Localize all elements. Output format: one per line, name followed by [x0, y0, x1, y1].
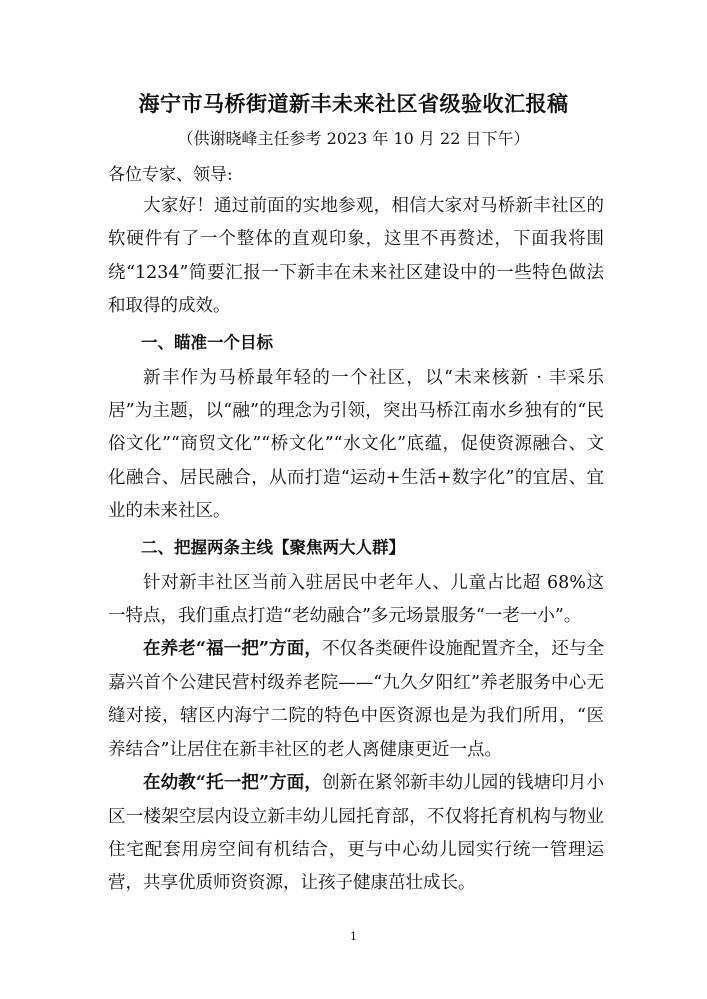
section-1-paragraph: 新丰作为马桥最年轻的一个社区，以“未来核新 · 丰采乐居”为主题，以“融”的理念为引领，突出马桥江南水乡独有的“民俗文化”“商贸文化”“桥文化”“水文化”底蕴，促使资源融合、文化融合、居民融合，从而打造“运动+生活+数字化”的宜居、宜业的未来社区。	[108, 367, 604, 522]
section-1-heading: 一、瞄准一个目标	[141, 332, 273, 352]
document-title: 海宁市马桥街道新丰未来社区省级验收汇报稿	[138, 91, 569, 116]
intro-paragraph: 大家好！通过前面的实地参观，相信大家对马桥新丰社区的软硬件有了一个整体的直观印象，这里不再赘述，下面我将围绕“1234”简要汇报一下新丰在未来社区建设中的一些特色做法和取得的成效。	[108, 196, 604, 317]
elderly-care-lead: 在养老“福一把”方面，	[143, 639, 323, 660]
section-2-heading: 二、把握两条主线【聚焦两大人群】	[141, 537, 405, 557]
elderly-care-text: 不仅各类硬件设施配置齐全，还与全嘉兴首个公建民营村级养老院——“九久夕阳红”养老服务中心无缝对接，辖区内海宁二院的特色中医资源也是为我们所用，“医养结合”让居住在新丰社区的老人离健康更近一点。	[108, 639, 604, 760]
document-body	[108, 190, 604, 901]
document-subtitle: （供谢晓峰主任参考 2023 年 10 月 22 日下午）	[177, 129, 530, 148]
section-2-paragraph: 针对新丰社区当前入驻居民中老年人、儿童占比超 68%这一特点，我们重点打造“老幼融合”多元场景服务“一老一小”。	[108, 572, 604, 627]
page-number: 1	[350, 930, 357, 943]
childcare-lead: 在幼教“托一把”方面，	[143, 773, 323, 794]
greeting: 各位专家、领导:	[108, 165, 233, 185]
childcare-text: 创新在紧邻新丰幼儿园的钱塘印月小区一楼架空层内设立新丰幼儿园托育部，不仅将托育机构与物业住宅配套用房空间有机结合，更与中心幼儿园实行统一管理运营，共享优质师资资源，让孩子健康茁壮成长。	[108, 773, 604, 894]
elderly-care-paragraph	[108, 633, 604, 767]
childcare-paragraph	[108, 767, 604, 901]
